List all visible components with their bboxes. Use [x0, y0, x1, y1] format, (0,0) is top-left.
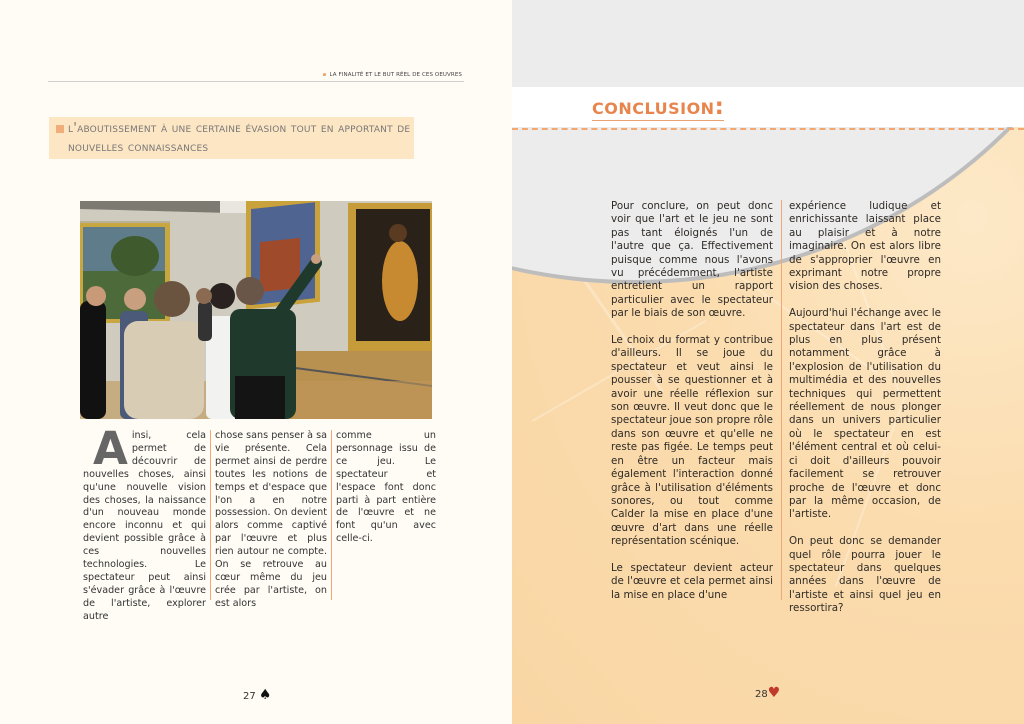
- paragraph: expérience ludique et enrichissante laissant place au plaisir et à notre imaginaire. On est alors libre de s'approprier l'œuvre en exprimant notre propre vision des choses.: [789, 200, 941, 293]
- left-column-2: [215, 430, 327, 611]
- paragraph: Pour conclure, on peut donc voir que l'art et le jeu ne sont pas tant éloignés l'un de l'autre que ça. Effectivement puisque comme nous l'avons vu précédemment, l'artiste entretient un rapport particulier avec le spectateur par le biais de son œuvre.: [611, 200, 773, 320]
- left-column-3: [336, 430, 436, 546]
- square-bullet-icon: [56, 125, 64, 133]
- column-divider: [210, 430, 211, 600]
- paragraph: On peut donc se demander quel rôle pourra jouer le spectateur dans quelques années dans l'œuvre de l'artiste et ainsi quel jeu en ressortira?: [789, 535, 941, 615]
- left-column-1-text: insi, cela permet de découvrir de nouvelles choses, ainsi qu'une nouvelle vision des choses, la naissance d'un nouveau monde encore inconnu et qui devient possible grâce à ces nouvelles technologies. Le spectateur peut ainsi s'évader grâce à l'œuvre de l'artiste, explorer autre: [83, 430, 206, 622]
- paragraph: Le spectateur devient acteur de l'œuvre et cela permet ainsi la mise en place d'une: [611, 561, 773, 601]
- paragraph: Aujourd'hui l'échange avec le spectateur dans l'art est de plus en plus présent notamment grâce à l'explosion de l'utilisation du multimédia et des nouvelles techniques qui permettent réellement de nous plonger dans un univers particulier où le spectateur en est l'élément central et où celui-ci doit d'ailleurs pouvoir facilement se retrouver proche de l'œuvre et donc par la même occasion, de l'artiste.: [789, 307, 941, 521]
- column-divider: [331, 430, 332, 600]
- running-head: [52, 72, 462, 78]
- bullet-icon: ▪: [322, 72, 327, 78]
- title-band: [512, 87, 1024, 127]
- running-head-text: LA FINALITÉ ET LE BUT RÉEL DE CES OEUVRES: [329, 72, 462, 78]
- paragraph: Le choix du format y contribue d'ailleurs. Il se joue du spectateur et veut ainsi le pousser à se questionner et à avoir une réelle réflexion sur son œuvre. Il veut donc que le spectateur joue son propre rôle dans son œuvre et qu'elle ne reste pas figée. Le temps peut en être un facteur mais également l'interaction donné grâce à l'utilisation d'éléments sonores, ou tout comme Calder la mise en place d'une œuvre d'art dans une réelle représentation scénique.: [611, 334, 773, 548]
- right-column-2: [789, 200, 941, 629]
- left-column-3-text: comme un personnage issu de ce jeu. Le spectateur et l'espace font donc parti à part entière de l'œuvre et ne font qu'un avec celle-ci.: [336, 430, 436, 545]
- heart-icon: ♥: [767, 685, 781, 701]
- header-rule: [48, 81, 464, 82]
- right-column-1: [611, 200, 773, 616]
- museum-photo-illustration: [80, 201, 432, 419]
- left-column-2-text: chose sans penser à sa vie présente. Cela permet ainsi de perdre toutes les notions de temps et d'espace que l'on a en notre possession. On devient alors comme captivé par l'œuvre et plus rien autour ne compte. On se retrouve au cœur même du jeu crée par l'artiste, on est alors: [215, 430, 327, 609]
- page-number-left: [243, 687, 271, 703]
- right-page: [512, 0, 1024, 724]
- spade-icon: ♠: [258, 687, 272, 703]
- museum-photo: [80, 201, 432, 419]
- left-column-1: [83, 422, 206, 624]
- section-subtitle: l'aboutissement à une certaine évasion tout en apportant de nouvelles connaissances: [68, 121, 411, 155]
- drop-cap: A: [93, 422, 128, 475]
- dashed-divider: [512, 128, 1024, 130]
- page-number-right: [755, 685, 780, 701]
- column-divider: [781, 200, 782, 600]
- page-title: conclusion:: [592, 94, 725, 120]
- page-number-text: 28: [755, 689, 768, 700]
- page-number-text: 27: [243, 691, 256, 702]
